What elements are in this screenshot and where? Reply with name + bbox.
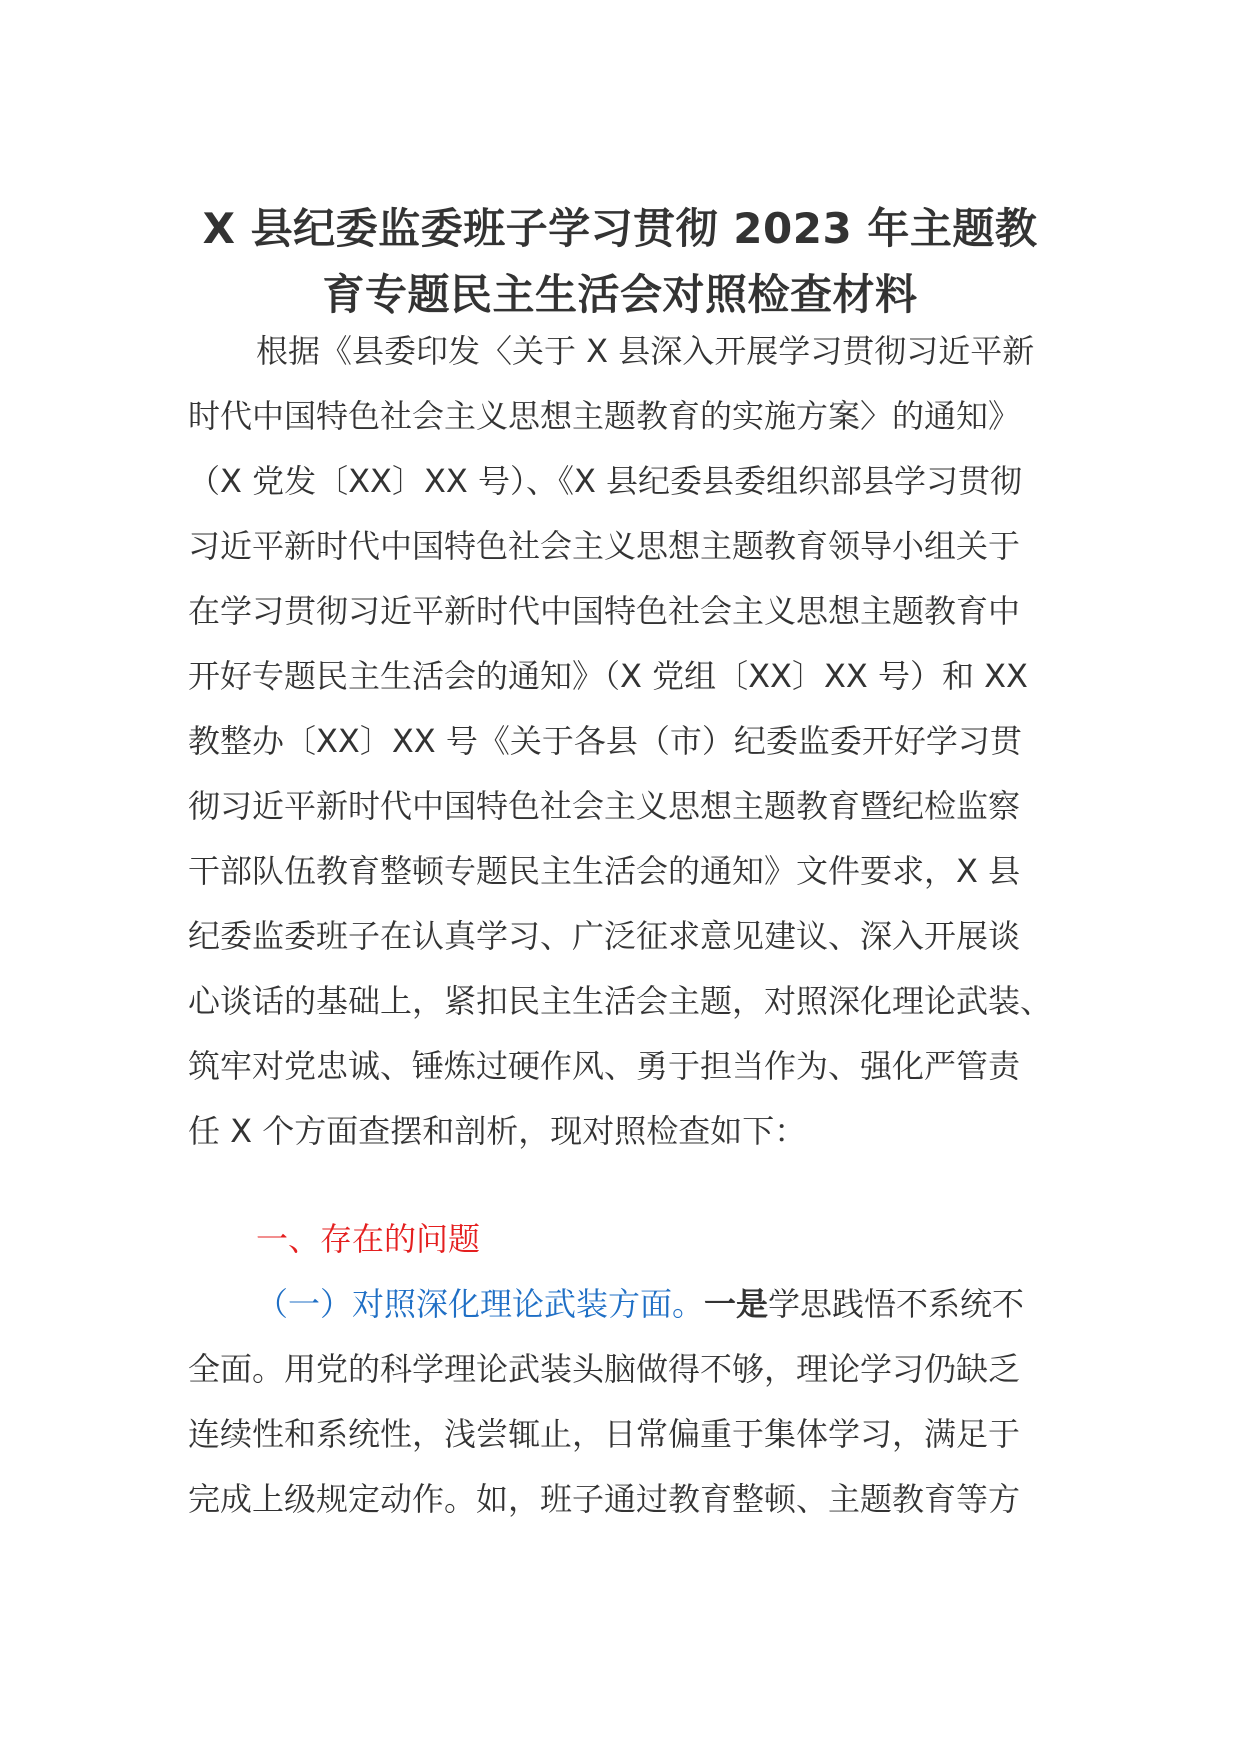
lead-phrase: 一是 [704, 1285, 769, 1323]
paragraph-line: 纪委监委班子在认真学习、广泛征求意见建议、深入开展谈 [188, 917, 1021, 955]
paragraph-line: 开好专题民主生活会的通知》（X 党组〔XX〕XX 号）和 XX [188, 657, 1028, 695]
section-heading: 一、存在的问题 [256, 1220, 481, 1258]
paragraph-line: 连续性和系统性，浅尝辄止，日常偏重于集体学习，满足于 [188, 1415, 1021, 1453]
title-line-2: 育专题民主生活会对照检查材料 [322, 270, 918, 319]
paragraph-line: 教整办〔XX〕XX 号《关于各县（市）纪委监委开好学习贯 [188, 722, 1022, 760]
paragraph-line: 任 X 个方面查摆和剖析，现对照检查如下： [188, 1112, 807, 1150]
paragraph-line: 干部队伍教育整顿专题民主生活会的通知》文件要求，X 县 [188, 852, 1021, 890]
intro-paragraph [188, 319, 1063, 1164]
paragraph-line: 心谈话的基础上，紧扣民主生活会主题，对照深化理论武装、 [188, 982, 1053, 1020]
paragraph-line: （X 党发〔XX〕XX 号）、《X 县纪委县委组织部县学习贯彻 [188, 462, 1023, 500]
paragraph-line: 时代中国特色社会主义思想主题教育的实施方案〉的通知》 [188, 397, 1021, 435]
paragraph-line: 习近平新时代中国特色社会主义思想主题教育领导小组关于 [188, 527, 1021, 565]
paragraph-line: 完成上级规定动作。如，班子通过教育整顿、主题教育等方 [188, 1480, 1021, 1518]
subsection-heading: （一）对照深化理论武装方面。 [256, 1285, 705, 1323]
paragraph-line: 在学习贯彻习近平新时代中国特色社会主义思想主题教育中 [188, 592, 1021, 630]
paragraph-line: 筑牢对党忠诚、锤炼过硬作风、勇于担当作为、强化严管责 [188, 1047, 1021, 1085]
paragraph-line [188, 1272, 1063, 1337]
paragraph-line: 彻习近平新时代中国特色社会主义思想主题教育暨纪检监察 [188, 787, 1021, 825]
line-text: 学思践悟不系统不 [768, 1285, 1025, 1323]
paragraph-line: 全面。用党的科学理论武装头脑做得不够，理论学习仍缺乏 [188, 1350, 1021, 1388]
document-title [180, 196, 1060, 328]
title-line-1: X 县纪委监委班子学习贯彻 2023 年主题教 [202, 204, 1038, 253]
subsection-paragraph [188, 1272, 1063, 1532]
paragraph-line: 根据《县委印发〈关于 X 县深入开展学习贯彻习近平新 [256, 332, 1035, 370]
